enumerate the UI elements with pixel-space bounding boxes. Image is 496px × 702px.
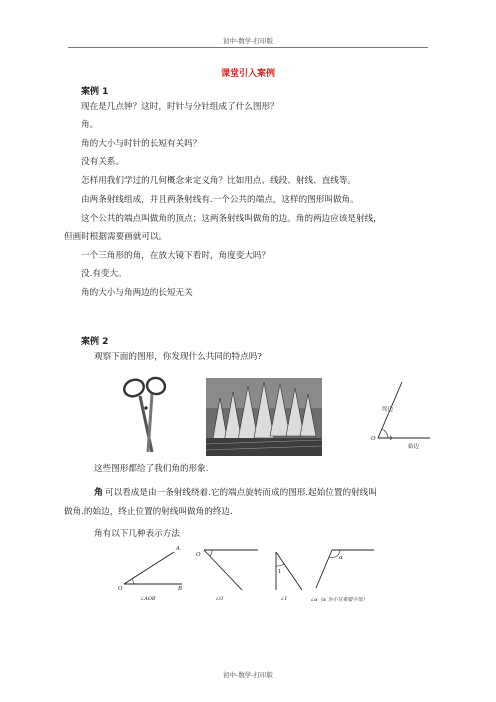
case1-line: 角。 bbox=[81, 120, 99, 130]
case1-line: 由两条射线组成，并且两条射线有.一个公共的端点，这样的图形叫做角。 bbox=[81, 195, 359, 205]
caption-1: ∠1 bbox=[280, 596, 288, 602]
case1-heading: 案例 1 bbox=[81, 87, 109, 97]
caption-aob: ∠AOB bbox=[140, 596, 156, 602]
case1-line: 现在是几点钟？这时，时针与分针组成了什么图形？ bbox=[81, 102, 279, 112]
case1-line: 但画时根据需要画就可以。 bbox=[64, 232, 168, 242]
angle-alpha-label: α bbox=[339, 555, 343, 561]
case2-heading: 案例 2 bbox=[81, 337, 109, 347]
definition-line: 做角.的始边，终止位置的射线叫做角的终边. bbox=[64, 507, 233, 517]
angle-o-diagram bbox=[200, 546, 262, 596]
initial-side-label: 始边 bbox=[408, 444, 420, 450]
point-b-label: B bbox=[178, 586, 183, 592]
point-o-label: O bbox=[118, 586, 123, 592]
case1-line: 角的大小与时针的长短有关吗？ bbox=[81, 139, 202, 149]
scissors-image bbox=[118, 376, 178, 456]
page-footer: 初中-数学-打印版 bbox=[223, 671, 273, 679]
case1-line: 一个三角形的角，在放大镜下看时，角度变大吗？ bbox=[81, 251, 271, 261]
methods-intro: 角有以下几种表示方法 bbox=[94, 529, 180, 539]
angle-sides-figure bbox=[366, 380, 436, 452]
case1-line: 角的大小与角两边的长短无关 bbox=[81, 288, 193, 298]
angle-1-diagram bbox=[268, 550, 308, 594]
case1-line: 没.有变大。 bbox=[81, 269, 127, 279]
case2-intro: 观察下面的图形，你发现什么共同的特点吗? bbox=[94, 352, 262, 362]
page-title: 课堂引入案例 bbox=[220, 69, 275, 79]
page-header: 初中-数学-打印版 bbox=[223, 37, 273, 45]
terminal-side-label: 终边 bbox=[382, 407, 394, 413]
case1-line: 怎样用我们学过的几何概念来定义角？比如用点、线段、射线、直线等。 bbox=[81, 176, 357, 186]
angle-1-label: 1 bbox=[278, 569, 282, 575]
case1-line: 这个公共的端点叫做角的顶点；这两条射线叫做角的边。角的两边应该是射线， bbox=[81, 214, 382, 224]
vertex-label: O bbox=[371, 436, 376, 442]
chapel-photo bbox=[206, 378, 322, 456]
header-rule bbox=[68, 47, 428, 48]
caption-alpha: ∠α（α 为小写希腊字母） bbox=[310, 597, 368, 603]
point-a-label: A bbox=[176, 546, 180, 552]
vertex-o-label: O bbox=[196, 552, 201, 558]
definition-start: 角 bbox=[94, 488, 104, 498]
case2-after: 这些图形都给了我们角的形象. bbox=[94, 464, 209, 474]
case1-line: 没有关系。 bbox=[81, 157, 124, 167]
angle-alpha-diagram bbox=[312, 546, 378, 592]
caption-o: ∠O bbox=[215, 596, 224, 602]
definition-line: 可以看成是由一条射线绕着.它的端点旋转而成的图形.起始位置的射线叫 bbox=[105, 488, 377, 498]
